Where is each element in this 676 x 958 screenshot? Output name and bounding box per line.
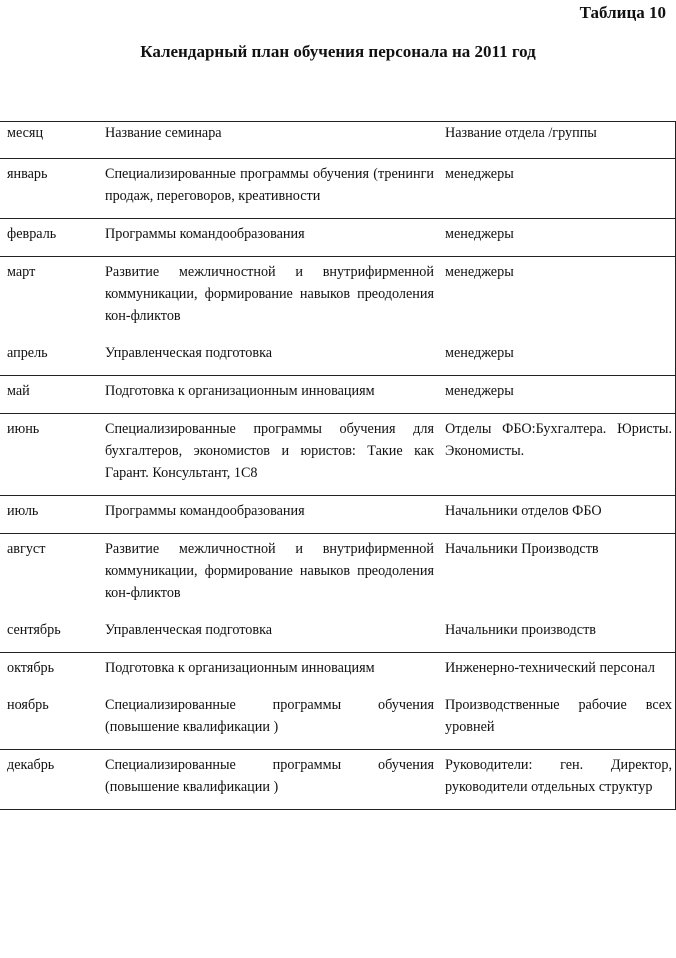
row-month: май xyxy=(0,376,98,414)
row-seminar: Программы командообразования xyxy=(98,496,438,534)
row-seminar: Специализированные программы обучения для бухгалтеров, экономистов и юристов: Такие как Гарант. Консультант, 1С8 xyxy=(98,414,438,496)
row-month: июль xyxy=(0,496,98,534)
table-row xyxy=(0,159,676,219)
row-department: менеджеры xyxy=(445,264,514,280)
table-row xyxy=(0,414,676,496)
row-month: декабрь xyxy=(0,750,98,810)
row-seminar: Развитие межличностной и внутрифирменной коммуникации, формирование навыков преодоления кон-фликтов xyxy=(105,541,434,601)
row-department: Инженерно-технический персонал xyxy=(445,660,655,676)
row-seminar: Развитие межличностной и внутрифирменной коммуникации, формирование навыков преодоления кон-фликтов xyxy=(105,264,434,324)
row-month: апрель xyxy=(0,338,98,376)
row-month: октябрь xyxy=(7,660,55,676)
row-seminar: Управленческая подготовка xyxy=(98,338,438,376)
header-seminar: Название семинара xyxy=(98,122,438,159)
table-row xyxy=(0,615,676,653)
training-plan-table xyxy=(0,121,676,810)
row-department: Руководители: ген. Директор, руководители отдельных структур xyxy=(438,750,676,810)
page-title: Календарный план обучения персонала на 2011 год xyxy=(140,42,536,61)
row-month: февраль xyxy=(0,219,98,257)
row-seminar: Подготовка к организационным инновациям xyxy=(105,660,375,676)
table-row xyxy=(0,376,676,414)
row-department: Начальники Производств xyxy=(445,541,599,557)
row-department: менеджеры xyxy=(438,219,676,257)
row-department: менеджеры xyxy=(438,376,676,414)
row-department: Начальники производств xyxy=(438,615,676,653)
row-department: Производственные рабочие всех уровней xyxy=(438,690,676,750)
row-seminar: Специализированные программы обучения (повышение квалификации ) xyxy=(98,750,438,810)
row-department: менеджеры xyxy=(438,159,676,219)
row-month: сентябрь xyxy=(0,615,98,653)
row-department: Отделы ФБО:Бухгалтера. Юристы. Экономисты. xyxy=(438,414,676,496)
row-month: август xyxy=(7,541,46,557)
row-month: ноябрь xyxy=(0,690,98,750)
table-header-row xyxy=(0,122,676,159)
table-row xyxy=(0,690,676,750)
table-row xyxy=(0,496,676,534)
table-row xyxy=(0,750,676,810)
row-department: менеджеры xyxy=(438,338,676,376)
row-month: июнь xyxy=(0,414,98,496)
table-row xyxy=(0,257,676,339)
header-month: месяц xyxy=(0,122,98,159)
row-month: март xyxy=(7,264,36,280)
row-seminar: Специализированные программы обучения (тренинги продаж, переговоров, креативности xyxy=(98,159,438,219)
row-seminar: Подготовка к организационным инновациям xyxy=(98,376,438,414)
row-month: январь xyxy=(0,159,98,219)
table-row xyxy=(0,534,676,616)
row-seminar: Специализированные программы обучения (повышение квалификации ) xyxy=(98,690,438,750)
table-number-label: Таблица 10 xyxy=(579,3,666,22)
header-department: Название отдела /группы xyxy=(438,122,676,159)
table-row xyxy=(0,338,676,376)
row-department: Начальники отделов ФБО xyxy=(438,496,676,534)
row-seminar: Управленческая подготовка xyxy=(98,615,438,653)
table-row xyxy=(0,219,676,257)
row-seminar: Программы командообразования xyxy=(98,219,438,257)
table-row xyxy=(0,653,676,691)
